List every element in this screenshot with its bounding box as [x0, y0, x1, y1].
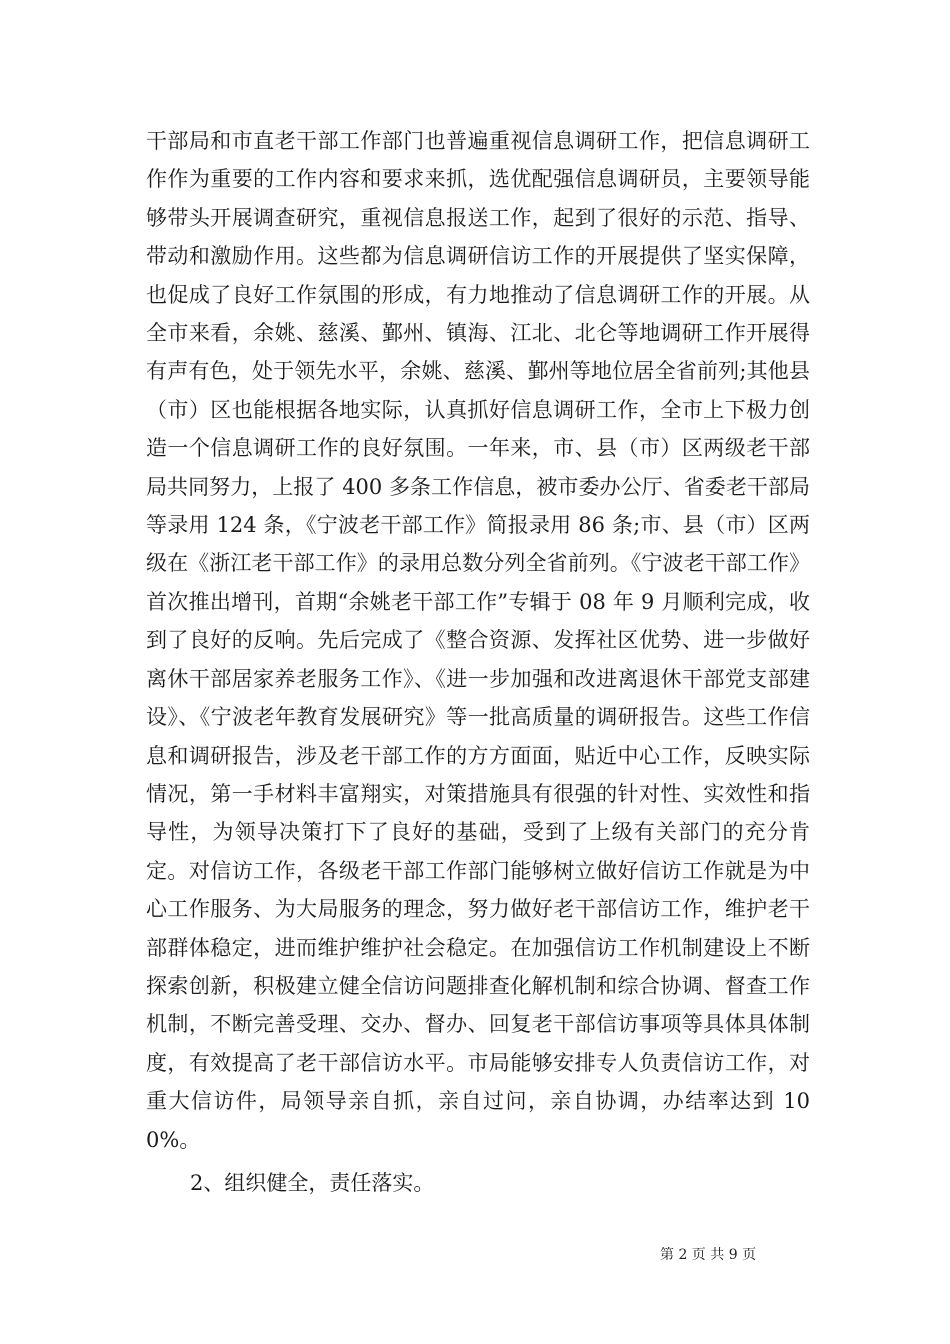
body-paragraph: 干部局和市直老干部工作部门也普遍重视信息调研工作，把信息调研工作作为重要的工作内容和要求来抓，选优配强信息调研员，主要领导能够带头开展调查研究，重视信息报送工作，起到了很好的示范、指导、带动和激励作用。这些都为信息调研信访工作的开展提供了坚实保障，也促成了良好工作氛围的形成，有力地推动了信息调研工作的开展。从全市来看，余姚、慈溪、鄞州、镇海、江北、北仑等地调研工作开展得有声有色，处于领先水平，余姚、慈溪、鄞州等地位居全省前列;其他县（市）区也能根据各地实际，认真抓好信息调研工作，全市上下极力创造一个信息调研工作的良好氛围。一年来，市、县（市）区两级老干部局共同努力，上报了 400 多条工作信息，被市委办公厅、省委老干部局等录用 124 条，《宁波老干部工作》简报录用 86 条;市、县（市）区两级在《浙江老干部工作》的录用总数分列全省前列。《宁波老干部工作》首次推出增刊，首期“余姚老干部工作”专辑于 08 年 9 月顺利完成，收到了良好的反响。先后完成了《整合资源、发挥社区优势、进一步做好离休干部居家养老服务工作》、《进一步加强和改进离退休干部党支部建设》、《宁波老年教育发展研究》等一批高质量的调研报告。这些工作信息和调研报告，涉及老干部工作的方方面面，贴近中心工作，反映实际情况，第一手材料丰富翔实，对策措施具有很强的针对性、实效性和指导性，为领导决策打下了良好的基础，受到了上级有关部门的充分肯定。对信访工作，各级老干部工作部门能够树立做好信访工作就是为中心工作服务、为大局服务的理念，努力做好老干部信访工作，维护老干部群体稳定，进而维护维护社会稳定。在加强信访工作机制建设上不断探索创新，积极建立健全信访问题排查化解机制和综合协调、督查工作机制，不断完善受理、交办、督办、回复老干部信访事项等具体具体制度，有效提高了老干部信访水平。市局能够安排专人负责信访工作，对重大信访件，局领导亲自抓，亲自过问，亲自协调，办结率达到 100%。	[146, 129, 810, 1152]
section-heading: 2、组织健全，责任落实。	[190, 1171, 435, 1195]
page-number-footer: 第 2 页 共 9 页	[660, 1247, 757, 1263]
